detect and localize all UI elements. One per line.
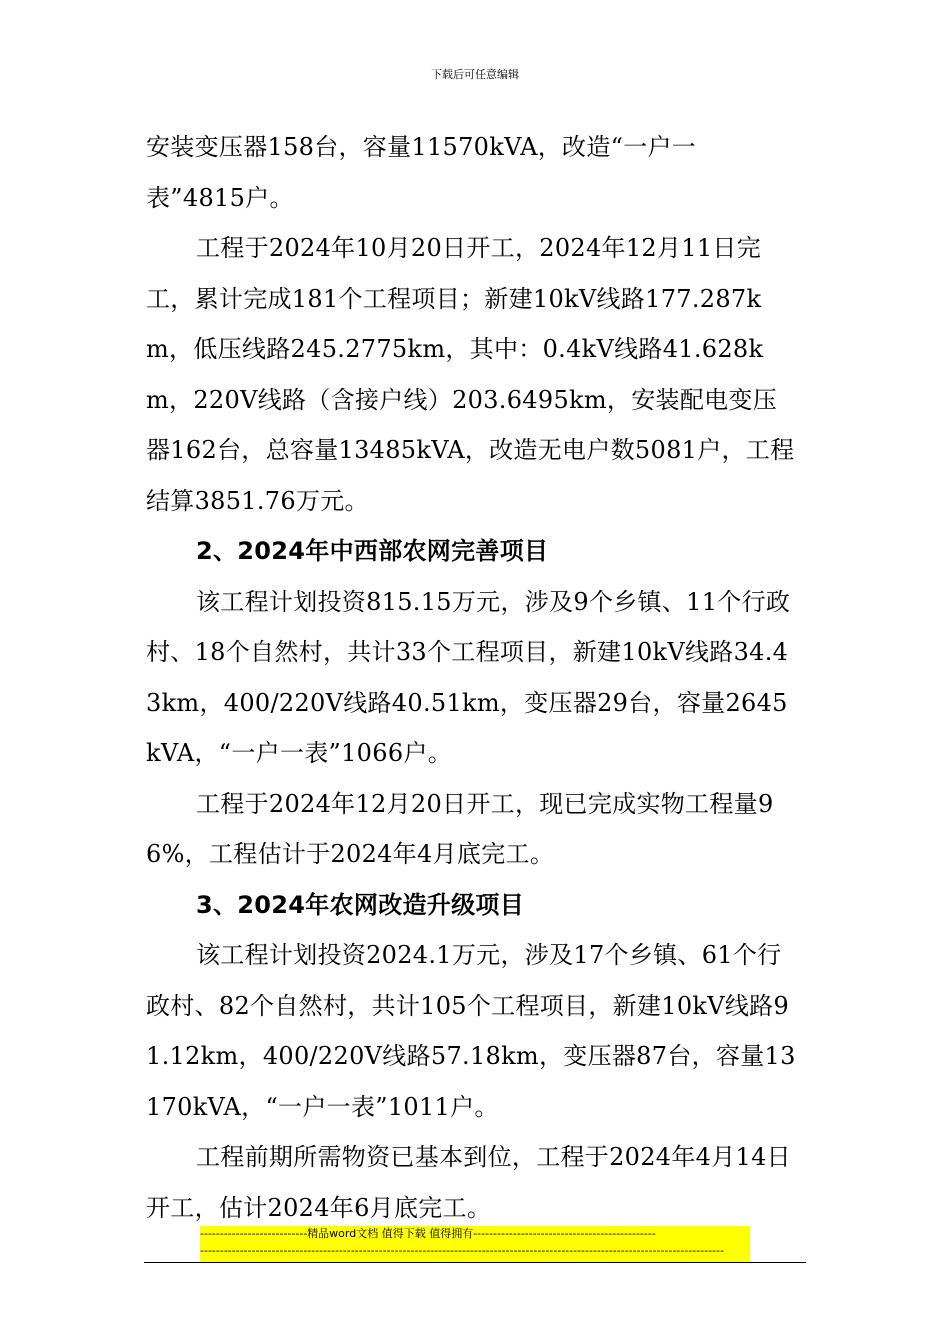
paragraph-text: 工程于2024年12月20日开工，现已完成实物工程量96%，工程估计于2024年4月底完工。 (146, 789, 774, 868)
paragraph-text: 该工程计划投资2024.1万元，涉及17个乡镇、61个行政村、82个自然村，共计105个工程项目，新建10kV线路91.12km，400/220V线路57.18km，变压器87台，容量13170kVA，“一户一表”1011户。 (146, 941, 796, 1121)
heading-text: 3、2024年农网改造升级项目 (196, 890, 524, 919)
paragraph-text: 该工程计划投资815.15万元，涉及9个乡镇、11个行政村、18个自然村，共计33个工程项目，新建10kV线路34.43km，400/220V线路40.51km，变压器29台，容量2645kVA，“一户一表”1066户。 (146, 587, 791, 767)
paragraph-upgrade-progress (146, 1132, 798, 1233)
section-heading-upgrade (146, 880, 798, 931)
paragraph-text: 工程于2024年10月20日开工，2024年12月11日完工，累计完成181个工程项目；新建10kV线路177.287km，低压线路245.2775km，其中：0.4kV线路41.628km，220V线路（含接户线）203.6495km，安装配电变压器162台，总容量13485kVA，改造无电户数5081户，工程结算3851.76万元。 (146, 234, 795, 515)
document-body (146, 122, 798, 1233)
paragraph-midwest-progress (146, 779, 798, 880)
footer-banner-line: ------------------------------------------------------------------------------------------------------------------------------------ (200, 1244, 724, 1257)
heading-text: 2、2024年中西部农网完善项目 (196, 537, 549, 565)
footer-divider (144, 1262, 806, 1263)
footer-banner (200, 1226, 750, 1262)
paragraph-text: 工程前期所需物资已基本到位，工程于2024年4月14日开工，估计2024年6月底完工。 (146, 1143, 791, 1222)
page-header: 下载后可任意编辑 (431, 68, 519, 81)
section-heading-midwest (146, 526, 798, 577)
paragraph-project-completion (146, 223, 798, 526)
paragraph-midwest-investment (146, 577, 798, 779)
paragraph-text: 安装变压器158台，容量11570kVA，改造“一户一表”4815户。 (146, 133, 697, 212)
paragraph-upgrade-investment (146, 930, 798, 1132)
footer-banner-line: ---------------------------精品word文档 值得下载 值得拥有---------------------------------------------- (200, 1227, 656, 1240)
paragraph-transformer-install (146, 122, 716, 223)
